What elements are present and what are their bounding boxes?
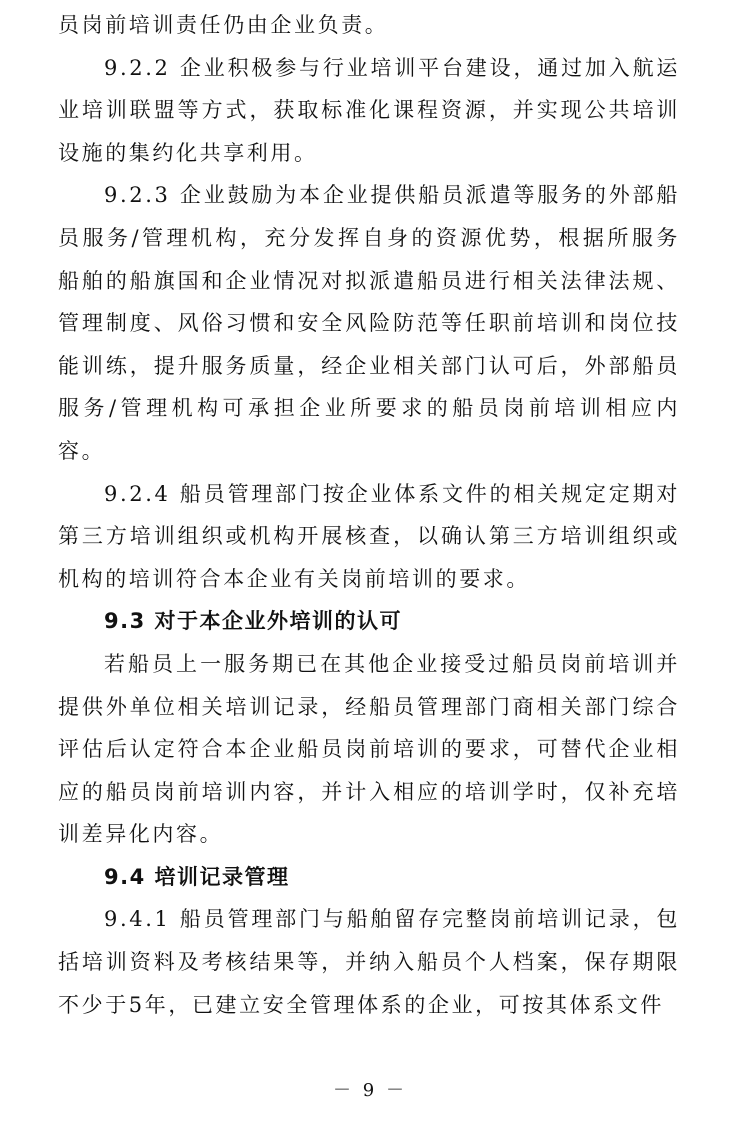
paragraph-9-2-4: 9.2.4 船员管理部门按企业体系文件的相关规定定期对第三方培训组织或机构开展核查，以确认第三方培训组织或机构的培训符合本企业有关岗前培训的要求。 bbox=[58, 481, 680, 591]
section-heading-9-3: 9.3 对于本企业外培训的认可 bbox=[104, 609, 403, 634]
section-heading-9-4: 9.4 培训记录管理 bbox=[104, 864, 290, 889]
paragraph-9-4-1: 9.4.1 船员管理部门与船舶留存完整岗前培训记录，包括培训资料及考核结果等，并纳入船员个人档案，保存期限不少于5年，已建立安全管理体系的企业，可按其体系文件 bbox=[58, 907, 680, 1017]
paragraph-9-2-3: 9.2.3 企业鼓励为本企业提供船员派遣等服务的外部船员服务/管理机构，充分发挥自身的资源优势，根据所服务船舶的船旗国和企业情况对拟派遣船员进行相关法律法规、管理制度、风俗习惯和安全风险防范等任职前培训和岗位技能训练，提升服务质量，经企业相关部门认可后，外部船员服务/管理机构可承担企业所要求的船员岗前培训相应内容。 bbox=[58, 183, 680, 463]
page-number: － 9 － bbox=[333, 1080, 407, 1101]
document-body bbox=[58, 4, 680, 1026]
paragraph-9-3: 若船员上一服务期已在其他企业接受过船员岗前培训并提供外单位相关培训记录，经船员管理部门商相关部门综合评估后认定符合本企业船员岗前培训的要求，可替代企业相应的船员岗前培训内容，并计入相应的培训学时，仅补充培训差异化内容。 bbox=[58, 651, 680, 847]
paragraph-9-2-2: 9.2.2 企业积极参与行业培训平台建设，通过加入航运业培训联盟等方式，获取标准化课程资源，并实现公共培训设施的集约化共享利用。 bbox=[58, 55, 680, 165]
paragraph-continuation: 员岗前培训责任仍由企业负责。 bbox=[58, 13, 389, 37]
